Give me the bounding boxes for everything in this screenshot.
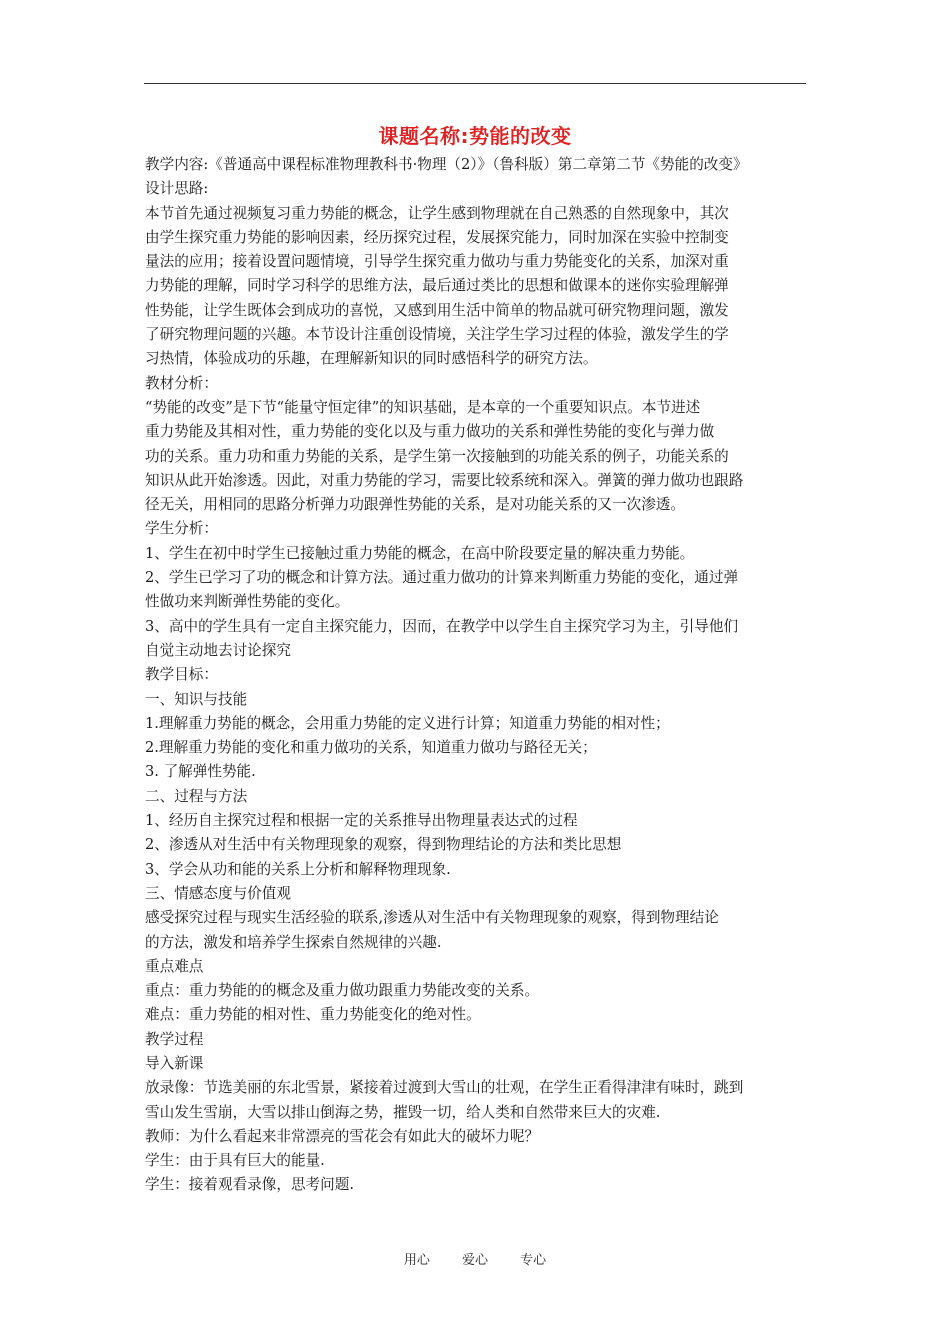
text-line: 3、高中的学生具有一定自主探究能力，因而，在教学中以学生自主探究学习为主，引导他们	[145, 617, 739, 635]
text-line: 知识从此开始渗透。因此，对重力势能的学习，需要比较系统和深入。弹簧的弹力做功也跟路	[145, 471, 744, 489]
text-line: 的方法，激发和培养学生探索自然规律的兴趣.	[145, 933, 442, 951]
text-line: 1、学生在初中时学生已接触过重力势能的概念，在高中阶段要定量的解决重力势能。	[145, 544, 695, 562]
text-line: 习热情，体验成功的乐趣，在理解新知识的同时感悟科学的研究方法。	[145, 350, 598, 368]
page-footer	[0, 1249, 950, 1268]
text-line: 1.理解重力势能的概念，会用重力势能的定义进行计算；知道重力势能的相对性；	[145, 714, 670, 732]
text-line: 学生：接着观看录像，思考问题.	[145, 1176, 354, 1194]
text-line: 学生：由于具有巨大的能量.	[145, 1152, 325, 1170]
text-line: 2、渗透从对生活中有关物理现象的观察，得到物理结论的方法和类比思想	[145, 836, 622, 854]
text-line: 难点：重力势能的相对性、重力势能变化的绝对性。	[145, 1006, 481, 1024]
footer-word: 用心	[403, 1253, 430, 1268]
text-line: 了研究物理问题的兴趣。本节设计注重创设情境，关注学生学习过程的体验，激发学生的学	[145, 326, 729, 344]
text-line: 雪山发生雪崩，大雪以排山倒海之势，摧毁一切，给人类和自然带来巨大的灾难.	[145, 1103, 661, 1121]
text-line: 教学内容:《普通高中课程标准物理教科书·物理（2）》（鲁科版）第二章第二节《势能的改变》	[145, 156, 748, 173]
text-line: 教学目标：	[145, 666, 218, 684]
text-line: 1、经历自主探究过程和根据一定的关系推导出物理量表达式的过程	[145, 812, 578, 830]
text-line: 由学生探究重力势能的影响因素，经历探究过程，发展探究能力，同时加深在实验中控制变	[145, 228, 729, 246]
text-line: 2、学生已学习了功的概念和计算方法。通过重力做功的计算来判断重力势能的变化，通过弹	[145, 569, 739, 587]
text-line: 3. 了解弹性势能.	[145, 763, 256, 781]
text-line: 设计思路:	[145, 180, 209, 198]
text-line: 三、情感态度与价值观	[145, 884, 291, 902]
text-line: 径无关，用相同的思路分析弹力功跟弹性势能的关系，是对功能关系的又一次渗透。	[145, 496, 685, 514]
text-line: 放录像：节选美丽的东北雪景，紧接着过渡到大雪山的壮观，在学生正看得津津有味时，跳到	[145, 1079, 744, 1097]
text-line: 导入新课	[145, 1054, 204, 1072]
text-line: 重点：重力势能的的概念及重力做功跟重力势能改变的关系。	[145, 982, 540, 1000]
text-line: 自觉主动地去讨论探究	[145, 641, 291, 659]
text-line: 学生分析：	[145, 520, 218, 538]
header-rule	[144, 83, 806, 84]
text-line: 教师：为什么看起来非常漂亮的雪花会有如此大的破坏力呢？	[145, 1127, 540, 1145]
text-line: 量法的应用；接着设置问题情境，引导学生探究重力做功与重力势能变化的关系，加深对重	[145, 253, 729, 271]
text-line: 重点难点	[145, 957, 204, 975]
text-line: 性势能，让学生既体会到成功的喜悦，又感到用生活中简单的物品就可研究物理问题，激发	[145, 301, 729, 319]
text-line: 性做功来判断弹性势能的变化。	[145, 593, 350, 611]
text-line: 2.理解重力势能的变化和重力做功的关系，知道重力做功与路径无关；	[145, 739, 597, 757]
text-line: 重力势能及其相对性，重力势能的变化以及与重力做功的关系和弹性势能的变化与弹力做	[145, 423, 715, 441]
text-line: 功的关系。重力功和重力势能的关系，是学生第一次接触到的功能关系的例子，功能关系的	[145, 447, 729, 465]
text-line: 二、过程与方法	[145, 787, 248, 805]
footer-word: 专心	[520, 1253, 547, 1268]
text-line: “势能的改变”是下节“能量守恒定律”的知识基础，是本章的一个重要知识点。本节进述	[145, 398, 701, 416]
footer-word: 爱心	[461, 1253, 488, 1268]
text-line: 教学过程	[145, 1030, 204, 1048]
text-line: 一、知识与技能	[145, 690, 248, 708]
text-line: 感受探究过程与现实生活经验的联系,渗透从对生活中有关物理现象的观察，得到物理结论	[145, 909, 719, 927]
document-body	[145, 153, 807, 1198]
document-title: 课题名称:势能的改变	[378, 124, 572, 148]
text-line: 本节首先通过视频复习重力势能的概念，让学生感到物理就在自己熟悉的自然现象中，其次	[145, 204, 729, 222]
text-line: 3、学会从功和能的关系上分析和解释物理现象.	[145, 860, 451, 878]
text-line: 力势能的理解，同时学习科学的思维方法，最后通过类比的思想和做课本的迷你实验理解弹	[145, 277, 729, 295]
text-line: 教材分析：	[145, 374, 218, 392]
